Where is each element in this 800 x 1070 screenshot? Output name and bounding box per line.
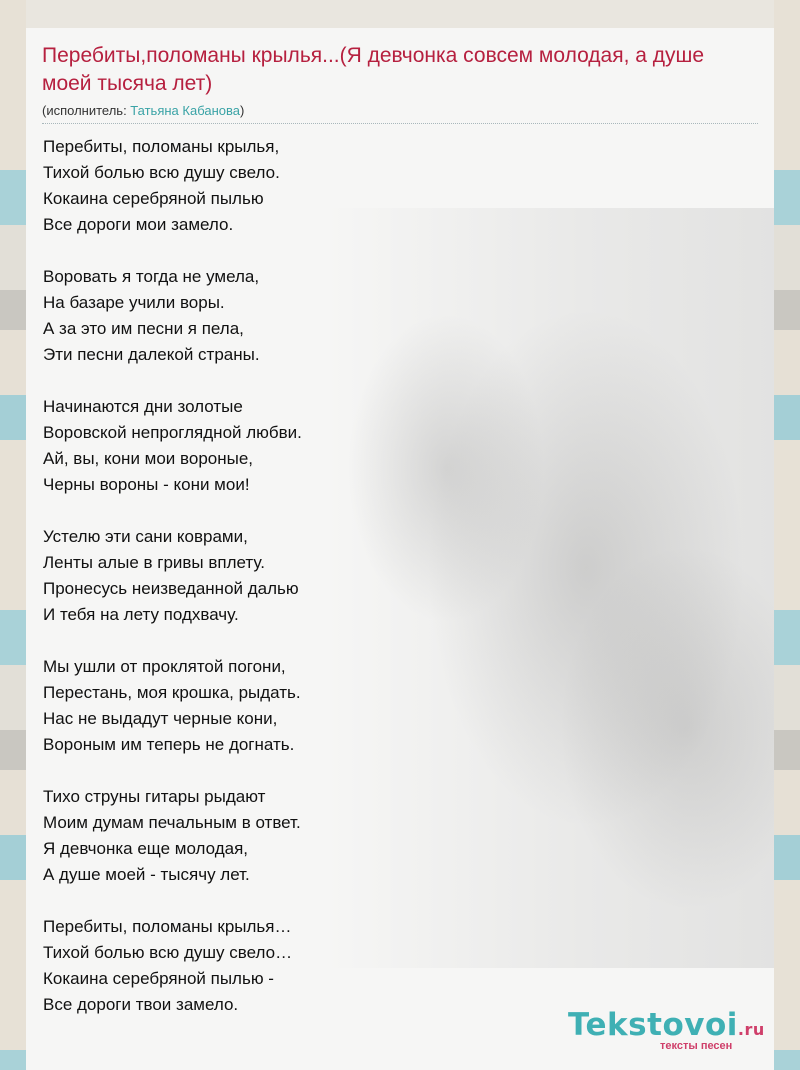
logo-name: Tekstovoi — [568, 1007, 738, 1043]
lyrics-stanza — [43, 524, 643, 628]
lyrics-line: А душе моей - тысячу лет. — [43, 865, 250, 884]
lyrics-line: Кокаина серебряной пылью — [43, 189, 264, 208]
dotted-divider — [42, 123, 758, 124]
lyrics-line: Вороным им теперь не догнать. — [43, 735, 295, 754]
lyrics-line: Тихо струны гитары рыдают — [43, 787, 266, 806]
left-decorative-stripe — [0, 0, 26, 1070]
right-decorative-stripe — [774, 0, 800, 1070]
lyrics-line: Воровать я тогда не умела, — [43, 267, 260, 286]
artist-suffix: ) — [239, 103, 245, 118]
lyrics-stanza — [43, 654, 643, 758]
lyrics-line: Все дороги твои замело. — [43, 995, 239, 1014]
lyrics-line: Все дороги мои замело. — [43, 215, 234, 234]
lyrics-line: Пронесусь неизведанной далью — [43, 579, 299, 598]
lyrics-line: А за это им песни я пела, — [43, 319, 244, 338]
lyrics-line: Перебиты, поломаны крылья… — [43, 917, 292, 936]
lyrics-line: Тихой болью всю душу свело. — [43, 163, 280, 182]
song-header — [42, 42, 758, 124]
lyrics-stanza — [43, 784, 643, 888]
lyrics-line: Черны вороны - кони мои! — [43, 475, 250, 494]
lyrics-line: Воровской непроглядной любви. — [43, 423, 302, 442]
lyrics-stanza — [43, 914, 643, 1018]
song-subtitle — [42, 102, 758, 120]
lyrics-stanza — [43, 264, 643, 368]
lyrics-line: Мы ушли от проклятой погони, — [43, 657, 286, 676]
artist-link[interactable]: Татьяна Кабанова — [130, 103, 240, 118]
lyrics-line: Перебиты, поломаны крылья, — [43, 137, 280, 156]
lyrics-stanza — [43, 134, 643, 238]
lyrics-card — [26, 28, 774, 1070]
lyrics-line: Тихой болью всю душу свело… — [43, 943, 293, 962]
lyrics-line: На базаре учили воры. — [43, 293, 225, 312]
song-title: Перебиты,поломаны крылья...(Я девчонка совсем молодая, а душе моей тысяча лет) — [42, 44, 705, 95]
lyrics-line: И тебя на лету подхвачу. — [43, 605, 239, 624]
lyrics-line: Нас не выдадут черные кони, — [43, 709, 278, 728]
lyrics-line: Ленты алые в гривы вплету. — [43, 553, 265, 572]
lyrics-line: Кокаина серебряной пылью - — [43, 969, 274, 988]
site-logo[interactable] — [568, 1008, 768, 1056]
lyrics-line: Устелю эти сани коврами, — [43, 527, 248, 546]
artist-prefix: (исполнитель: — [42, 103, 131, 118]
lyrics-text — [43, 134, 643, 1044]
lyrics-line: Эти песни далекой страны. — [43, 345, 260, 364]
lyrics-line: Моим думам печальным в ответ. — [43, 813, 301, 832]
lyrics-line: Начинаются дни золотые — [43, 397, 243, 416]
lyrics-line: Перестань, моя крошка, рыдать. — [43, 683, 301, 702]
lyrics-line: Я девчонка еще молодая, — [43, 839, 249, 858]
lyrics-line: Ай, вы, кони мои вороные, — [43, 449, 254, 468]
lyrics-stanza — [43, 394, 643, 498]
logo-tld: .ru — [737, 1020, 765, 1039]
logo-tagline: тексты песен — [660, 1040, 733, 1052]
